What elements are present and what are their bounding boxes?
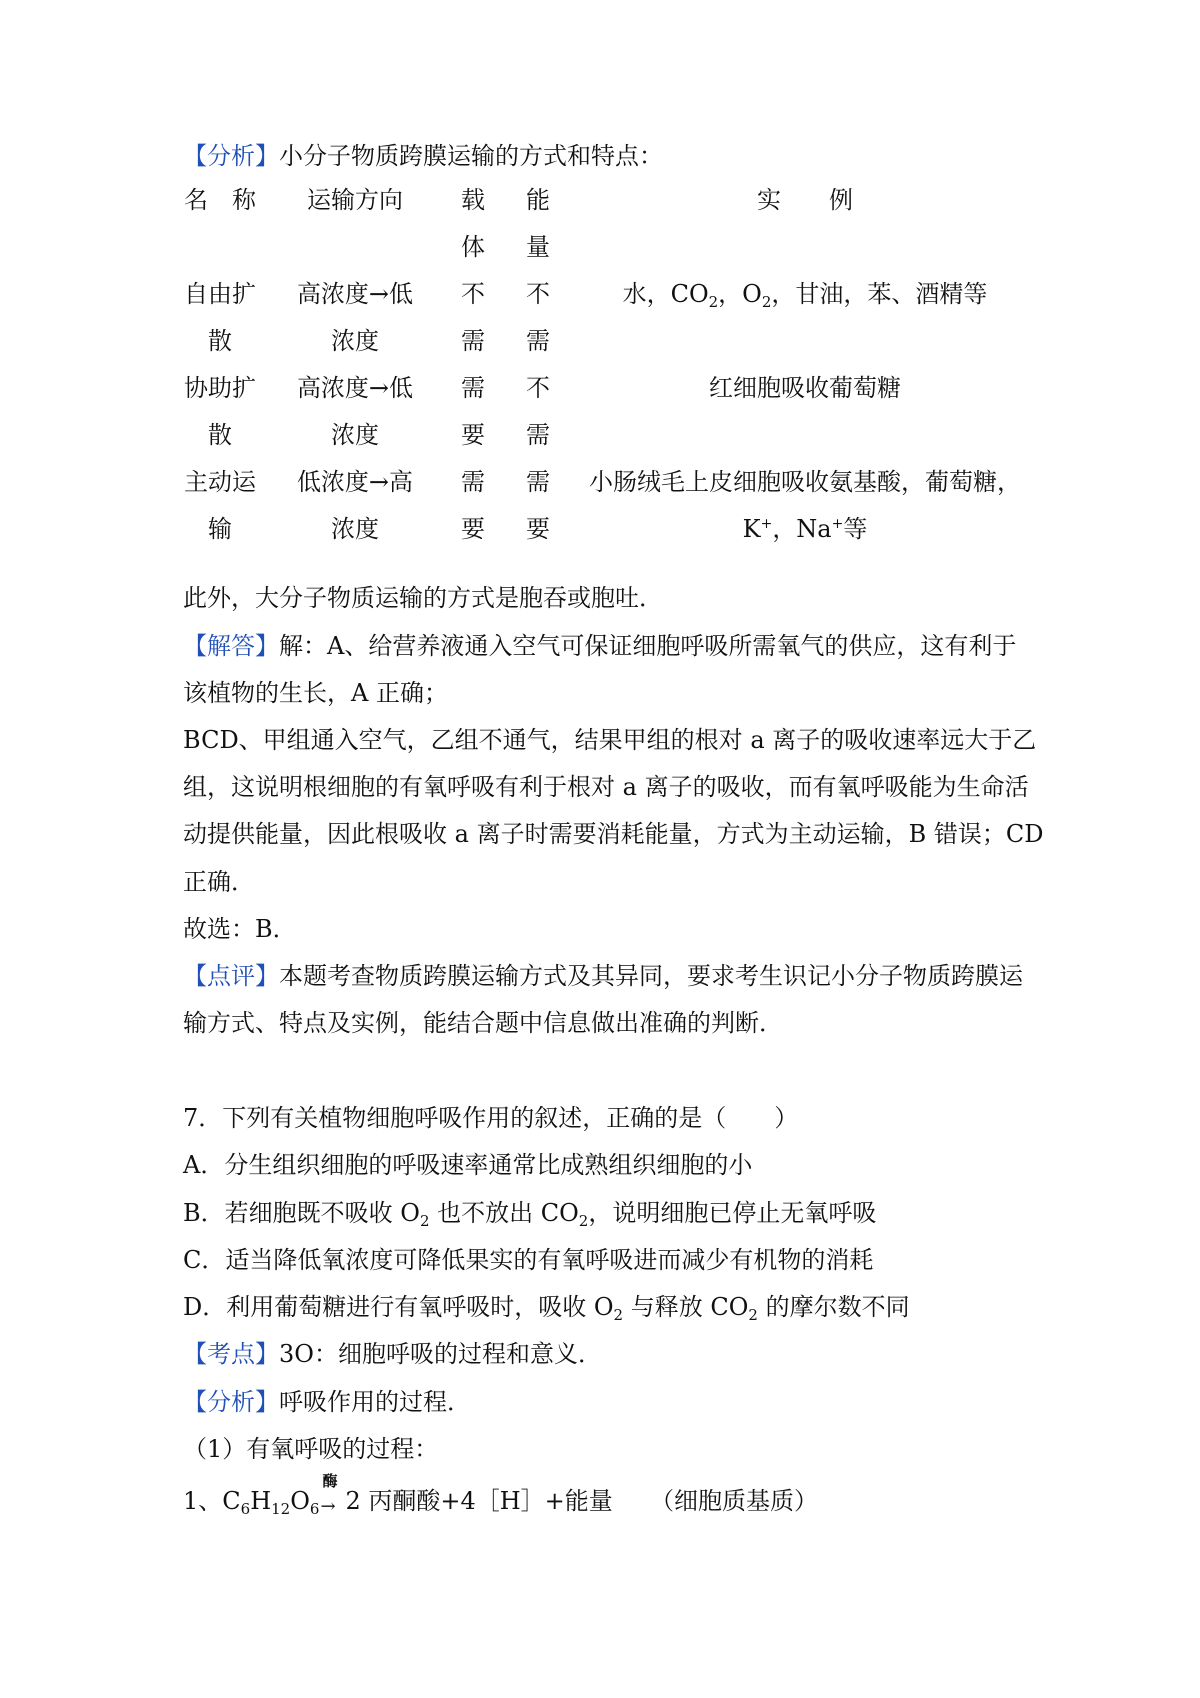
header-name: 名 称 [184,186,256,214]
analysis-text: 小分子物质跨膜运输的方式和特点： [279,142,663,170]
answer-text: 解：A、给营养液通入空气可保证细胞呼吸所需氧气的供应，这有利于 [279,632,1017,660]
option-d-sub: 2 [748,1306,758,1324]
analysis2-line [183,1386,471,1418]
row1-carrier-line1: 不 [461,280,485,308]
option-d-part: D．利用葡萄糖进行有氧呼吸时，吸收 O [183,1293,614,1321]
ion-part: ，Na [772,515,832,543]
row1-name-line2: 散 [208,327,232,355]
row1-example-part: 水，CO [622,280,709,308]
header-energy-line2: 量 [526,233,550,261]
enzyme-label: 酶 [322,1472,338,1490]
row2-energy-line2: 需 [526,421,550,449]
option-d-part: 的摩尔数不同 [757,1293,910,1321]
row3-name-line2: 输 [208,515,232,543]
question7-stem: 7．下列有关植物细胞呼吸作用的叙述，正确的是（ ） [183,1104,799,1132]
row1-carrier-line2: 需 [461,327,485,355]
header-carrier-line1: 载 [461,186,485,214]
reaction-arrow: → [320,1496,336,1517]
kaodian-tag: 【考点】 [183,1340,279,1368]
equation-h: H [250,1487,272,1515]
answer-line1 [183,630,1016,662]
equation-prefix: 1、C [183,1487,241,1515]
equation-o: O [290,1487,310,1515]
row3-direction-line2: 浓度 [331,515,379,543]
header-example: 实 例 [757,186,853,214]
comment-tag: 【点评】 [183,962,279,990]
equation-products: 2 丙酮酸+4［H］+能量 [345,1487,613,1515]
equation-location: （细胞质基质） [650,1487,818,1515]
equation-sub: 12 [271,1500,291,1518]
row3-name-line1: 主动运 [184,468,256,496]
aerobic-heading: （1）有氧呼吸的过程： [183,1435,439,1463]
answer-line6: 正确． [183,868,255,896]
row3-direction-line1: 低浓度→高 [296,468,414,496]
row3-carrier-line1: 需 [461,468,485,496]
row2-name-line2: 散 [208,421,232,449]
row1-example-part: ，甘油，苯、酒精等 [771,280,988,308]
option-d-part: 与释放 CO [623,1293,749,1321]
answer-line3: BCD、甲组通入空气，乙组不通气，结果甲组的根对 a 离子的吸收速率远大于乙 [183,726,1037,754]
header-energy-line1: 能 [526,186,550,214]
row1-direction-line2: 浓度 [331,327,379,355]
row1-example-sub: 2 [708,293,719,311]
header-direction: 运输方向 [307,186,403,214]
row2-direction-line1: 高浓度→低 [296,374,414,402]
answer-line5: 动提供能量，因此根吸收 a 离子时需要消耗能量，方式为主动运输，B 错误；CD [183,820,1044,848]
question7-option-c: C．适当降低氧浓度可降低果实的有氧呼吸进而减少有机物的消耗 [183,1246,874,1274]
analysis2-tag: 【分析】 [183,1388,279,1416]
row3-energy-line1: 需 [526,468,550,496]
option-d-sub: 2 [613,1306,624,1324]
answer-tag: 【解答】 [183,632,279,660]
header-carrier-line2: 体 [461,233,485,261]
row2-name-line1: 协助扩 [184,374,256,402]
option-b-part: 也不放出 CO [429,1199,579,1227]
kaodian-line [183,1338,602,1370]
option-b-sub: 2 [578,1212,589,1230]
kaodian-text: 3O：细胞呼吸的过程和意义． [279,1340,602,1368]
analysis-tag: 【分析】 [183,142,279,170]
ion-charge: + [831,516,844,532]
ion-part: K [742,515,761,543]
row3-energy-line2: 要 [526,515,550,543]
answer-line4: 组，这说明根细胞的有氧呼吸有利于根对 a 离子的吸收，而有氧呼吸能为生命活 [183,773,1029,801]
ion-part: 等 [843,515,868,543]
row1-example [575,278,1035,310]
row3-example-line1: 小肠绒毛上皮细胞吸收氨基酸，葡萄糖， [589,468,1021,496]
option-b-sub: 2 [419,1212,430,1230]
reaction-equation [183,1472,613,1518]
comment-line1 [183,960,1023,992]
row1-energy-line1: 不 [526,280,550,308]
row3-example-line2 [575,513,1035,545]
row2-example: 红细胞吸收葡萄糖 [709,374,901,402]
question7-option-b [183,1197,876,1229]
extra-note: 此外，大分子物质运输的方式是胞吞或胞吐． [183,584,663,612]
row1-direction-line1: 高浓度→低 [296,280,414,308]
question7-option-d [183,1291,910,1323]
row2-direction-line2: 浓度 [331,421,379,449]
ion-charge: + [760,516,773,532]
comment-text: 本题考查物质跨膜运输方式及其异同，要求考生识记小分子物质跨膜运 [279,962,1023,990]
question7-option-a: A．分生组织细胞的呼吸速率通常比成熟组织细胞的小 [183,1151,753,1179]
option-b-part: B．若细胞既不吸收 O [183,1199,420,1227]
row1-energy-line2: 需 [526,327,550,355]
answer-line2: 该植物的生长，A 正确； [183,679,448,707]
option-b-part: ，说明细胞已停止无氧呼吸 [588,1199,877,1227]
row3-carrier-line2: 要 [461,515,485,543]
row2-carrier-line1: 需 [461,374,485,402]
analysis2-text: 呼吸作用的过程． [279,1388,471,1416]
row1-example-part: ，O [718,280,762,308]
equation-sub: 6 [240,1500,251,1518]
analysis-paragraph [183,140,663,172]
enzyme-arrow-icon [319,1472,345,1517]
row2-carrier-line2: 要 [461,421,485,449]
row1-name-line1: 自由扩 [184,280,256,308]
row2-energy-line1: 不 [526,374,550,402]
comment-line2: 输方式、特点及实例，能结合题中信息做出准确的判断． [183,1009,783,1037]
row1-example-sub: 2 [761,293,772,311]
equation-sub: 6 [309,1500,320,1518]
answer-choice: 故选：B． [183,915,297,943]
